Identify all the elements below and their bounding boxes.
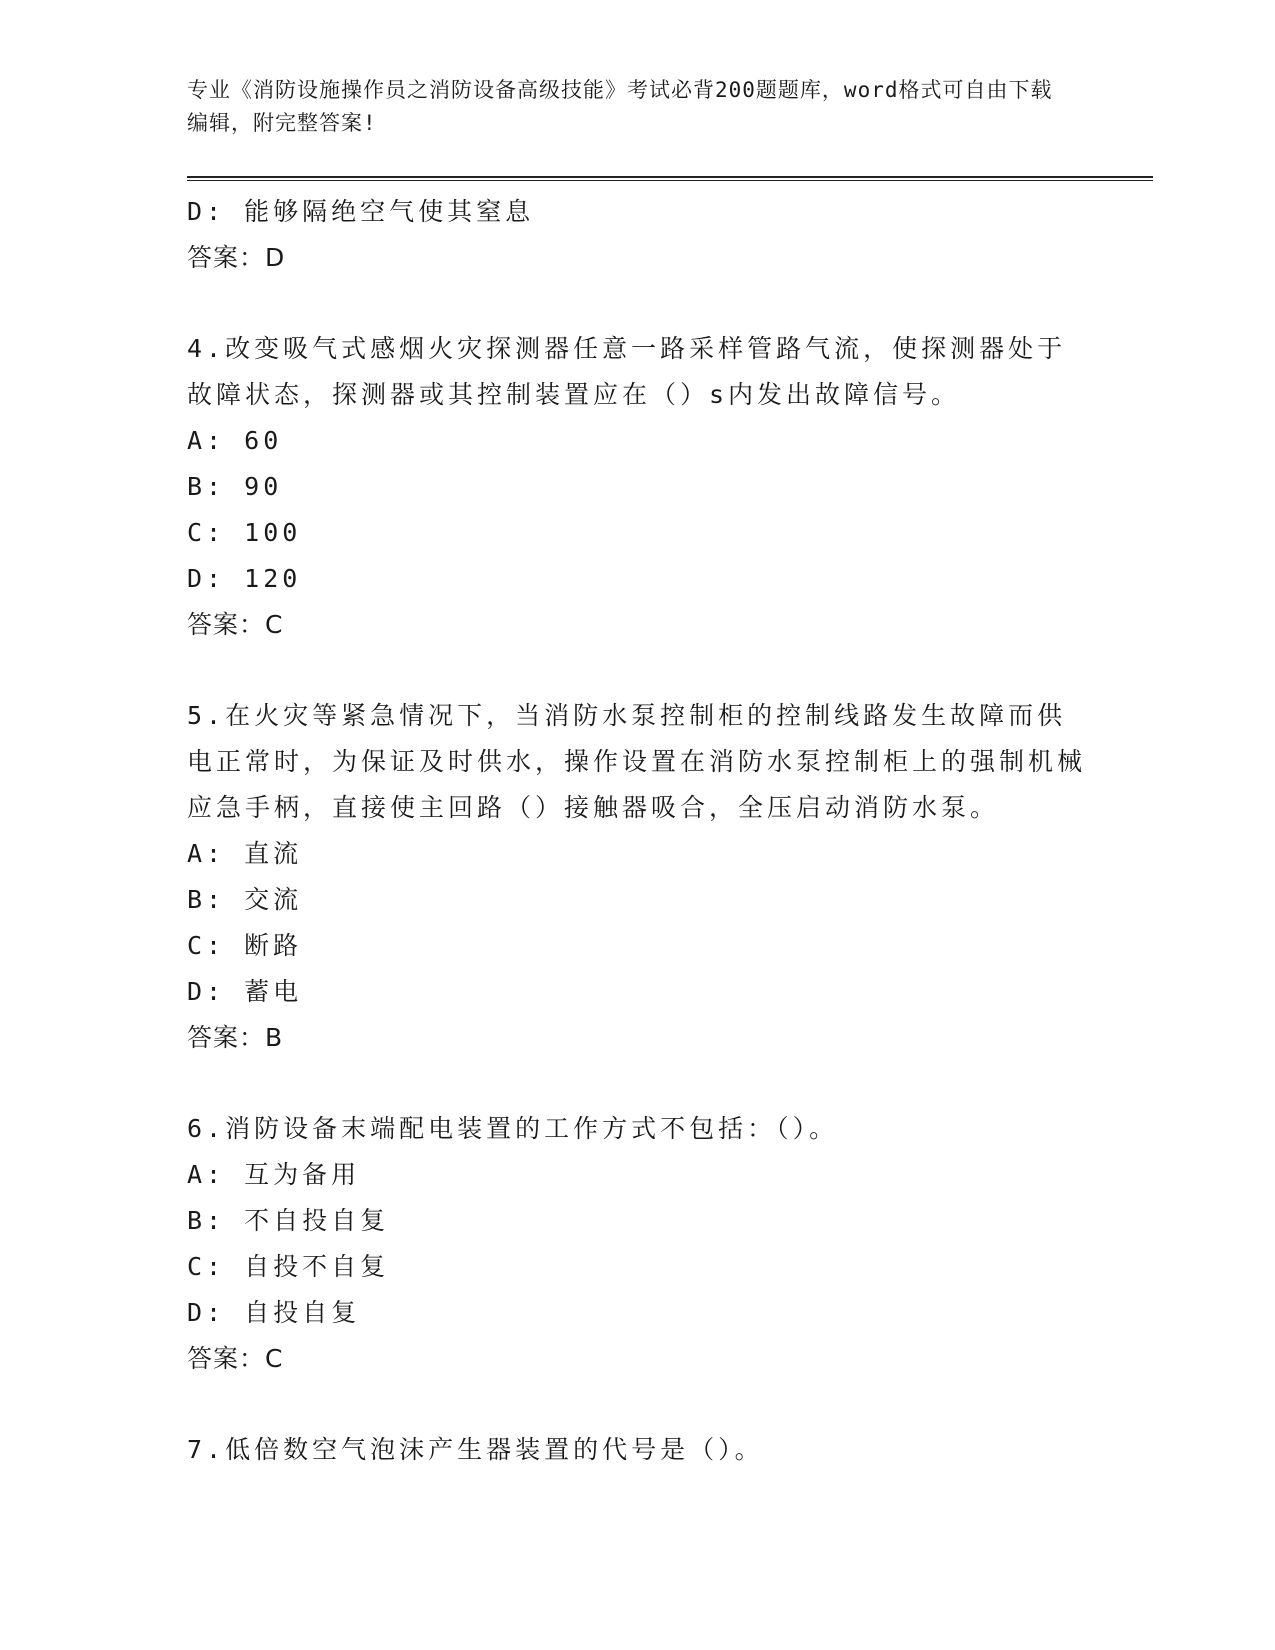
question-6	[187, 1106, 1087, 1382]
answer: 答案：B	[187, 1023, 284, 1052]
question-stem: 6.消防设备末端配电装置的工作方式不包括：（）。	[187, 1114, 839, 1143]
option-a: A: 60	[187, 426, 283, 455]
document-body	[187, 189, 1087, 1473]
option-d: D: 120	[187, 564, 302, 593]
document-header: 专业《消防设施操作员之消防设备高级技能》考试必背200题题库，word格式可自由下载编辑，附完整答案!	[187, 78, 1053, 135]
question-5	[187, 693, 1087, 1061]
option-b: B: 交流	[187, 885, 303, 914]
previous-answer: 答案：D	[187, 243, 286, 272]
question-stem: 5.在火灾等紧急情况下，当消防水泵控制柜的控制线路发生故障而供电正常时，为保证及时供水，操作设置在消防水泵控制柜上的强制机械应急手柄，直接使主回路（）接触器吸合，全压启动消防水泵。	[187, 701, 1087, 822]
answer: 答案：C	[187, 1344, 284, 1373]
option-a: A: 互为备用	[187, 1160, 361, 1189]
option-b: B: 90	[187, 472, 283, 501]
option-a: A: 直流	[187, 839, 303, 868]
answer: 答案：C	[187, 610, 284, 639]
question-stem: 4.改变吸气式感烟火灾探测器任意一路采样管路气流，使探测器处于故障状态，探测器或其控制装置应在（）s内发出故障信号。	[187, 334, 1067, 409]
question-7	[187, 1427, 1087, 1473]
previous-option-d: D: 能够隔绝空气使其窒息	[187, 197, 535, 226]
option-c: C: 断路	[187, 931, 303, 960]
header-divider	[187, 176, 1153, 181]
option-d: D: 蓄电	[187, 977, 303, 1006]
option-b: B: 不自投自复	[187, 1206, 390, 1235]
question-4	[187, 326, 1087, 648]
question-stem: 7.低倍数空气泡沫产生器装置的代号是（）。	[187, 1435, 764, 1464]
option-c: C: 自投不自复	[187, 1252, 390, 1281]
option-c: C: 100	[187, 518, 302, 547]
option-d: D: 自投自复	[187, 1298, 361, 1327]
